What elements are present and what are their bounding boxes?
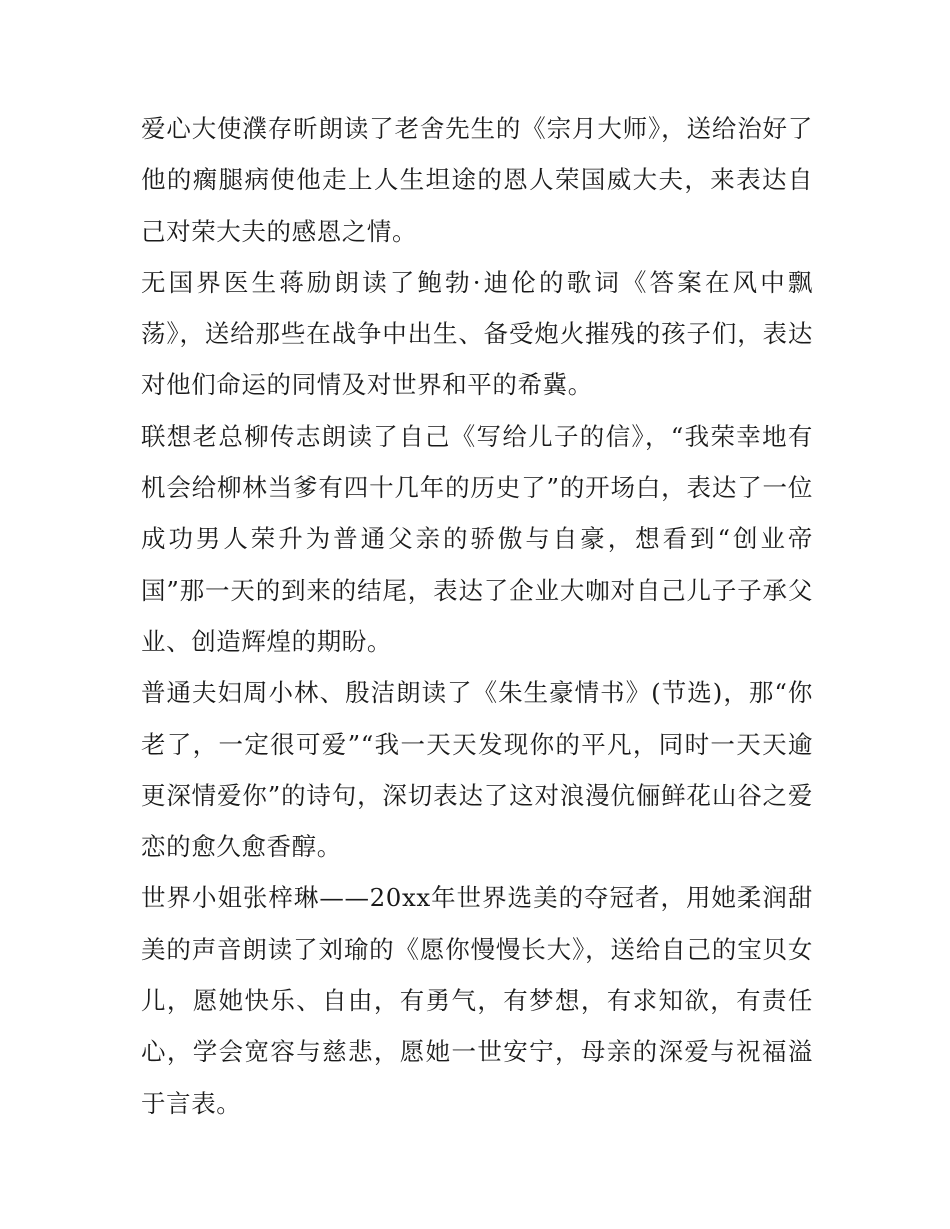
- paragraph-pu-cunxin: 爱心大使濮存昕朗读了老舍先生的《宗月大师》，送给治好了他的瘸腿病使他走上人生坦途的恩人荣国威大夫，来表达自己对荣大夫的感恩之情。: [141, 114, 813, 246]
- paragraph-liu-chuanzhi: 联想老总柳传志朗读了自己《写给儿子的信》，“我荣幸地有机会给柳林当爹有四十几年的历史了”的开场白，表达了一位成功男人荣升为普通父亲的骄傲与自豪，想看到“创业帝国”那一天的到来的结尾，表达了企业大咖对自己儿子子承父业、创造辉煌的期盼。: [141, 421, 813, 656]
- paragraph-jiang-li: 无国界医生蒋励朗读了鲍勃·迪伦的歌词《答案在风中飘荡》，送给那些在战争中出生、备受炮火摧残的孩子们，表达对他们命运的同情及对世界和平的希冀。: [141, 267, 813, 400]
- paragraph-zhang-zilin: 世界小姐张梓琳——20xx年世界选美的夺冠者，用她柔润甜美的声音朗读了刘瑜的《愿你慢慢长大》，送给自己的宝贝女儿，愿她快乐、自由，有勇气，有梦想，有求知欲，有责任心，学会宽容与慈悲，愿她一世安宁，母亲的深爱与祝福溢于言表。: [141, 883, 813, 1118]
- paragraph-zhou-xiaolin-yin-jie: 普通夫妇周小林、殷洁朗读了《朱生豪情书》(节选)，那“你老了，一定很可爱”“我一天天发现你的平凡，同时一天天逾更深情爱你”的诗句，深切表达了这对浪漫伉俪鲜花山谷之爱恋的愈久愈香醇。: [141, 678, 813, 862]
- document-body: [141, 103, 813, 1129]
